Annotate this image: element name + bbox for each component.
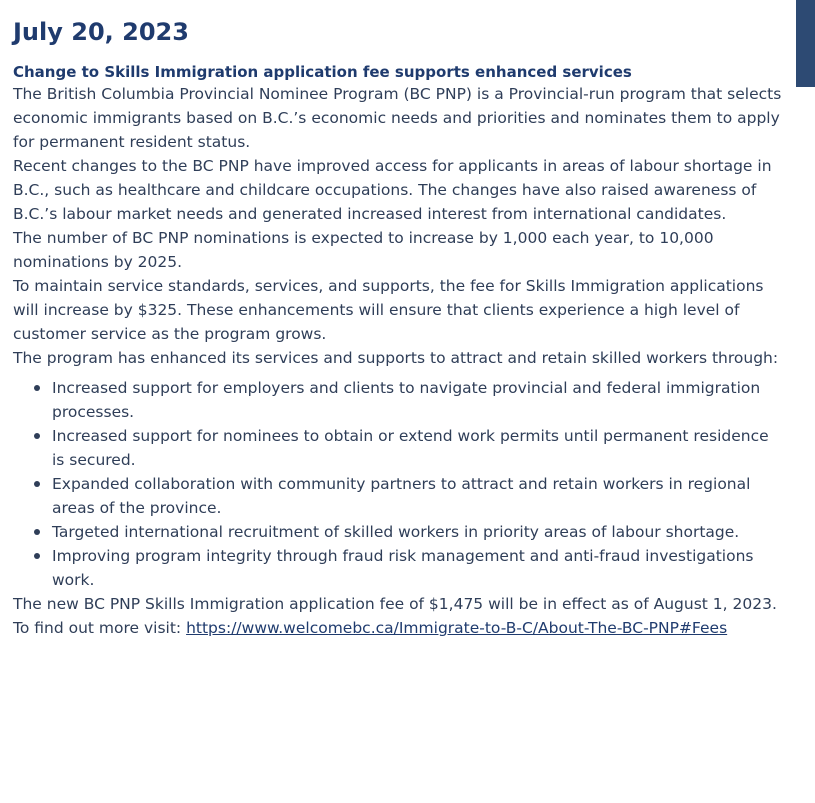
article-subtitle: Change to Skills Immigration application fee supports enhanced services bbox=[13, 63, 632, 81]
paragraph-closing bbox=[13, 592, 793, 640]
list-item: Increased support for employers and clients to navigate provincial and federal immigration processes. bbox=[52, 376, 793, 424]
bullet-icon bbox=[34, 553, 40, 559]
list-item: Increased support for nominees to obtain or extend work permits until permanent residence is secured. bbox=[52, 424, 793, 472]
services-list bbox=[13, 376, 793, 592]
fees-link[interactable]: https://www.welcomebc.ca/Immigrate-to-B-C/About-The-BC-PNP#Fees bbox=[186, 619, 728, 637]
paragraph-nominations: The number of BC PNP nominations is expected to increase by 1,000 each year, to 10,000 nominations by 2025. bbox=[13, 229, 714, 271]
news-article bbox=[13, 0, 793, 640]
bullet-icon bbox=[34, 481, 40, 487]
paragraph-intro: The British Columbia Provincial Nominee Program (BC PNP) is a Provincial-run program that selects economic immigrants based on B.C.’s economic needs and priorities and nominates them to apply for permanent resident status. bbox=[13, 85, 782, 151]
scrollbar-track[interactable] bbox=[796, 0, 815, 803]
scrollbar-thumb[interactable] bbox=[796, 0, 815, 87]
article-date: July 20, 2023 bbox=[13, 18, 189, 46]
closing-text: The new BC PNP Skills Immigration application fee of $1,475 will be in effect as of August 1, 2023. To find out more visit: bbox=[13, 595, 777, 637]
bullet-icon bbox=[34, 385, 40, 391]
list-item: Targeted international recruitment of skilled workers in priority areas of labour shortage. bbox=[52, 520, 793, 544]
paragraph-enhanced-services: The program has enhanced its services and supports to attract and retain skilled workers through: bbox=[13, 349, 779, 367]
bullet-icon bbox=[34, 433, 40, 439]
paragraph-fee-increase: To maintain service standards, services, and supports, the fee for Skills Immigration applications will increase by $325. These enhancements will ensure that clients experience a high level of customer service as the program grows. bbox=[13, 277, 764, 343]
list-item: Expanded collaboration with community partners to attract and retain workers in regional areas of the province. bbox=[52, 472, 793, 520]
list-item: Improving program integrity through fraud risk management and anti-fraud investigations work. bbox=[52, 544, 793, 592]
paragraph-recent-changes: Recent changes to the BC PNP have improved access for applicants in areas of labour shortage in B.C., such as healthcare and childcare occupations. The changes have also raised awareness of B.C.’s labour market needs and generated increased interest from international candidates. bbox=[13, 157, 772, 223]
bullet-icon bbox=[34, 529, 40, 535]
